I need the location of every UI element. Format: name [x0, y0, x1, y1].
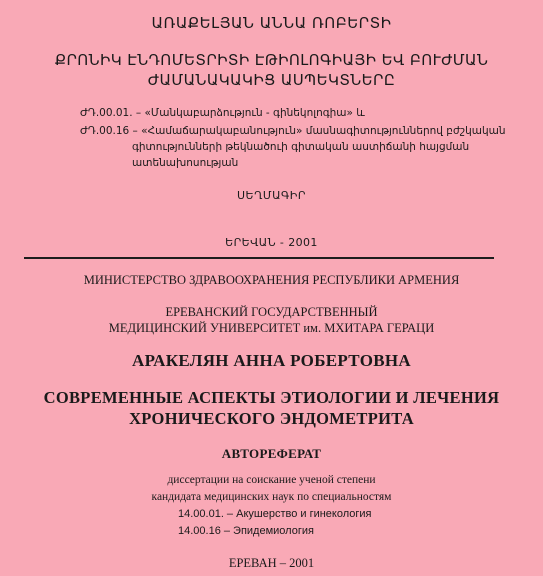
armenian-title-line-1: ՔՐՈՆԻԿ ԷՆԴՈՄԵՏՐԻՏԻ ԷԹԻՈԼՈԳԻԱՅԻ ԵՎ ԲՈՒԺՄԱՆ — [54, 51, 489, 69]
russian-specialty-line-2: 14.00.16 – Эпидемиология — [178, 525, 314, 537]
russian-city-year: ЕРЕВАН – 2001 — [228, 556, 315, 570]
russian-university-line-1: ЕРЕВАНСКИЙ ГОСУДАРСТВЕННЫЙ — [165, 305, 378, 319]
russian-ministry: МИНИСТЕРСТВО ЗДРАВООХРАНЕНИЯ РЕСПУБЛИКИ АРМЕНИЯ — [83, 273, 460, 287]
russian-author-name: АРАКЕЛЯН АННА РОБЕРТОВНА — [132, 351, 411, 370]
section-divider — [24, 257, 494, 259]
armenian-author-name: ԱՌԱՔԵԼՅԱՆ ԱՆՆԱ ՌՈԲԵՐՏԻ — [151, 14, 392, 32]
russian-dissertation-line-2: кандидата медицинских наук по специальностям — [151, 491, 392, 503]
armenian-title-line-2: ԺԱՄԱՆԱԿԱԿԻՑ ԱՍՊԵԿՏՆԵՐԸ — [147, 71, 396, 89]
armenian-specialty-line-1: ԺԴ.00.01. – «Մանկաբարձություն - գինեկոլոգիա» և — [80, 107, 365, 119]
russian-dissertation-line-1: диссертации на соискание ученой степени — [167, 474, 376, 486]
armenian-city-year: ԵՐԵՎԱՆ - 2001 — [225, 236, 318, 249]
armenian-abstract-label: ՍԵՂՄԱԳԻՐ — [236, 189, 307, 202]
russian-university-line-2: МЕДИЦИНСКИЙ УНИВЕРСИТЕТ им. МХИТАРА ГЕРАЦИ — [108, 321, 435, 335]
russian-title-line-1: СОВРЕМЕННЫЕ АСПЕКТЫ ЭТИОЛОГИИ И ЛЕЧЕНИЯ — [43, 388, 500, 407]
armenian-specialty-line-3: գիտությունների թեկնածուի գիտական աստիճանի հայցման — [132, 141, 470, 153]
russian-abstract-label: АВТОРЕФЕРАТ — [221, 446, 322, 461]
armenian-specialty-line-4: ատենախոսության — [132, 157, 239, 169]
russian-title-line-2: ХРОНИЧЕСКОГО ЭНДОМЕТРИТА — [129, 409, 414, 428]
armenian-specialty-line-2: ԺԴ.00.16 – «Համաճարակաբանություն» մասնագիտություններով բժշկական — [80, 125, 506, 137]
russian-specialty-line-1: 14.00.01. – Акушерство и гинекология — [178, 508, 372, 520]
